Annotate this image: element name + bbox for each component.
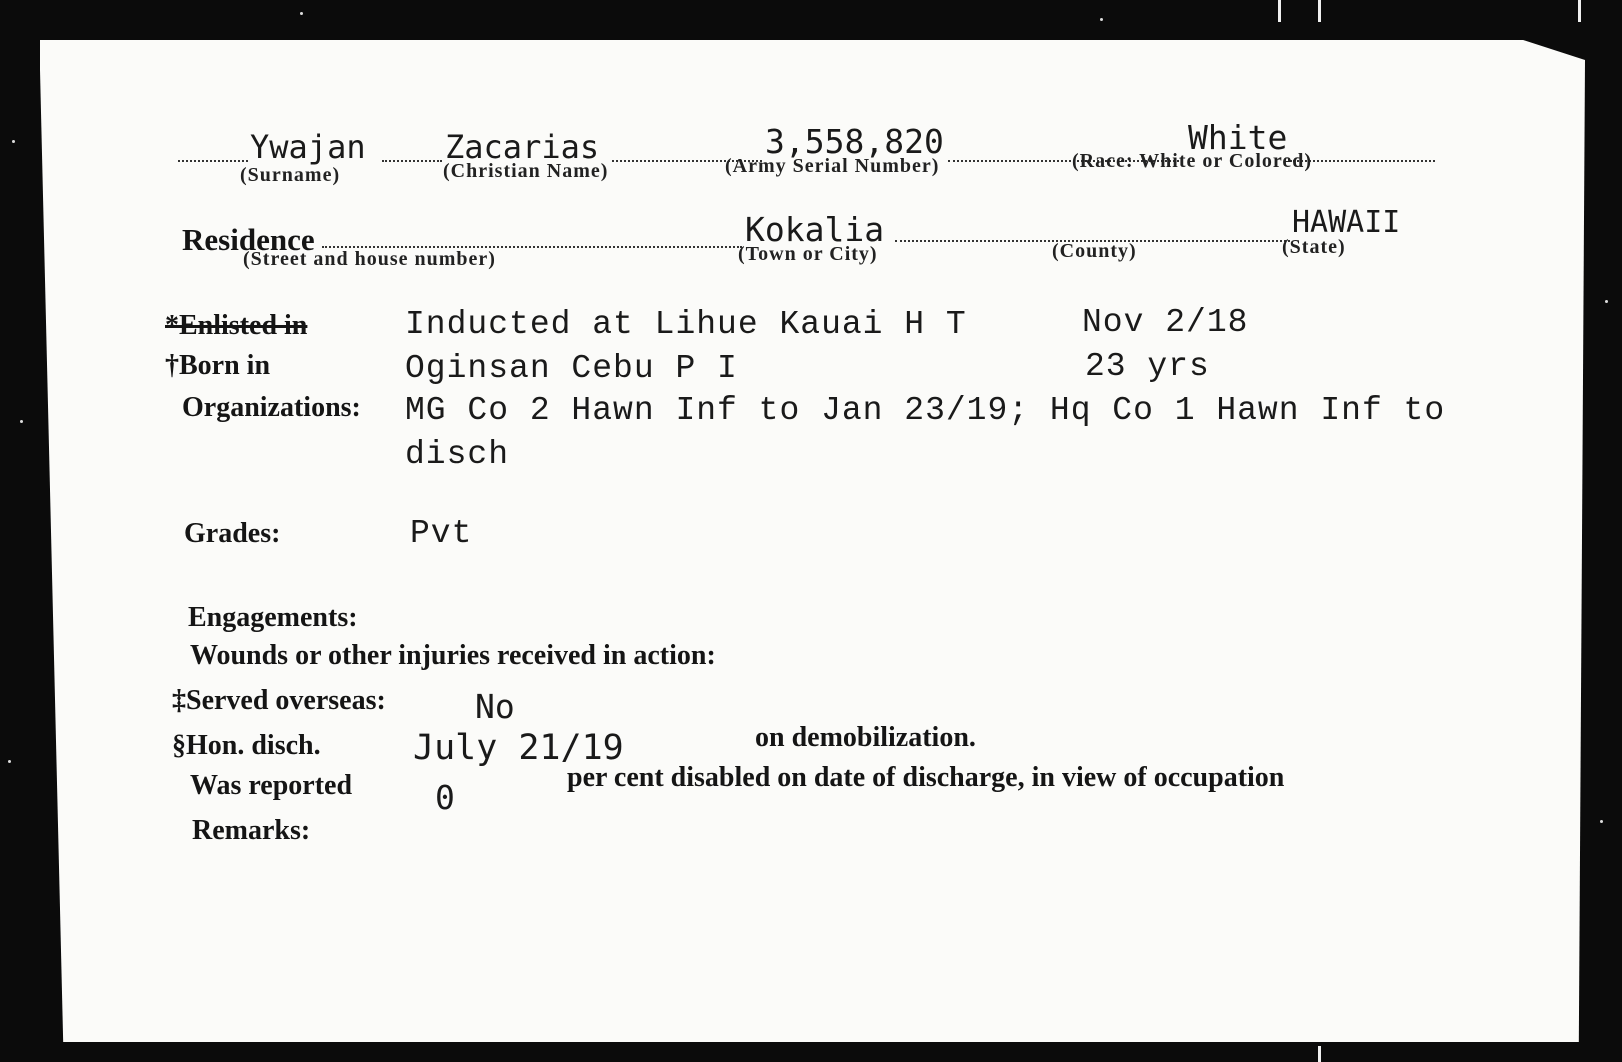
organizations-line1: MG Co 2 Hawn Inf to Jan 23/19; Hq Co 1 Hawn Inf to xyxy=(405,392,1446,429)
hon-disch-suffix: on demobilization. xyxy=(755,722,976,753)
surname-caption: (Surname) xyxy=(240,164,341,186)
christian-leader xyxy=(382,160,442,162)
surname-value: Ywajan xyxy=(250,128,366,166)
served-overseas-label: ‡Served overseas: xyxy=(172,685,386,716)
scan-speck xyxy=(12,140,15,143)
hon-disch-label: §Hon. disch. xyxy=(172,730,321,761)
town-value: Kokalia xyxy=(745,210,885,249)
county-caption: (County) xyxy=(1052,240,1137,262)
race-caption: (Race: White or Colored) xyxy=(1072,150,1313,172)
disabled-suffix: per cent disabled on date of discharge, in view of occupation xyxy=(567,762,1285,793)
scan-speck xyxy=(1600,820,1603,823)
street-caption: (Street and house number) xyxy=(243,248,496,270)
grades-label: Grades: xyxy=(184,518,281,549)
served-overseas-value: No xyxy=(475,687,515,726)
born-value: Oginsan Cebu P I xyxy=(405,350,738,387)
surname-leader xyxy=(178,160,248,162)
remarks-label: Remarks: xyxy=(192,815,311,846)
enlisted-value: Inducted at Lihue Kauai H T xyxy=(405,306,967,343)
state-value: HAWAII xyxy=(1292,205,1401,240)
scan-speck xyxy=(1100,18,1103,21)
town-caption: (Town or City) xyxy=(738,243,878,265)
state-caption: (State) xyxy=(1282,236,1346,258)
film-mark xyxy=(1578,0,1581,22)
scan-speck xyxy=(1605,300,1608,303)
film-mark xyxy=(1318,1046,1321,1062)
christian-name-value: Zacarias xyxy=(445,128,600,166)
serial-number-value: 3,558,820 xyxy=(765,122,944,161)
scan-speck xyxy=(300,12,303,15)
hon-disch-value: July 21/19 xyxy=(413,728,624,768)
born-label: †Born in xyxy=(165,350,271,381)
residence-label: Residence xyxy=(182,222,315,257)
enlisted-date: Nov 2/18 xyxy=(1082,304,1249,341)
born-age: 23 yrs xyxy=(1085,348,1210,385)
film-mark xyxy=(1318,0,1321,22)
scan-speck xyxy=(8,760,11,763)
serial-number-caption: (Army Serial Number) xyxy=(725,155,940,177)
reported-label: Was reported xyxy=(190,770,353,801)
wounds-label: Wounds or other injuries received in action: xyxy=(190,640,716,671)
grades-value: Pvt xyxy=(410,515,473,552)
film-mark xyxy=(1278,0,1281,22)
christian-name-caption: (Christian Name) xyxy=(443,160,609,182)
organizations-line2: disch xyxy=(405,436,510,473)
disabled-percent-value: 0 xyxy=(435,778,455,817)
organizations-label: Organizations: xyxy=(182,392,361,423)
race-value: White xyxy=(1188,118,1288,157)
enlisted-label: *Enlisted in xyxy=(165,310,308,341)
engagements-label: Engagements: xyxy=(188,602,358,633)
scan-speck xyxy=(20,420,23,423)
